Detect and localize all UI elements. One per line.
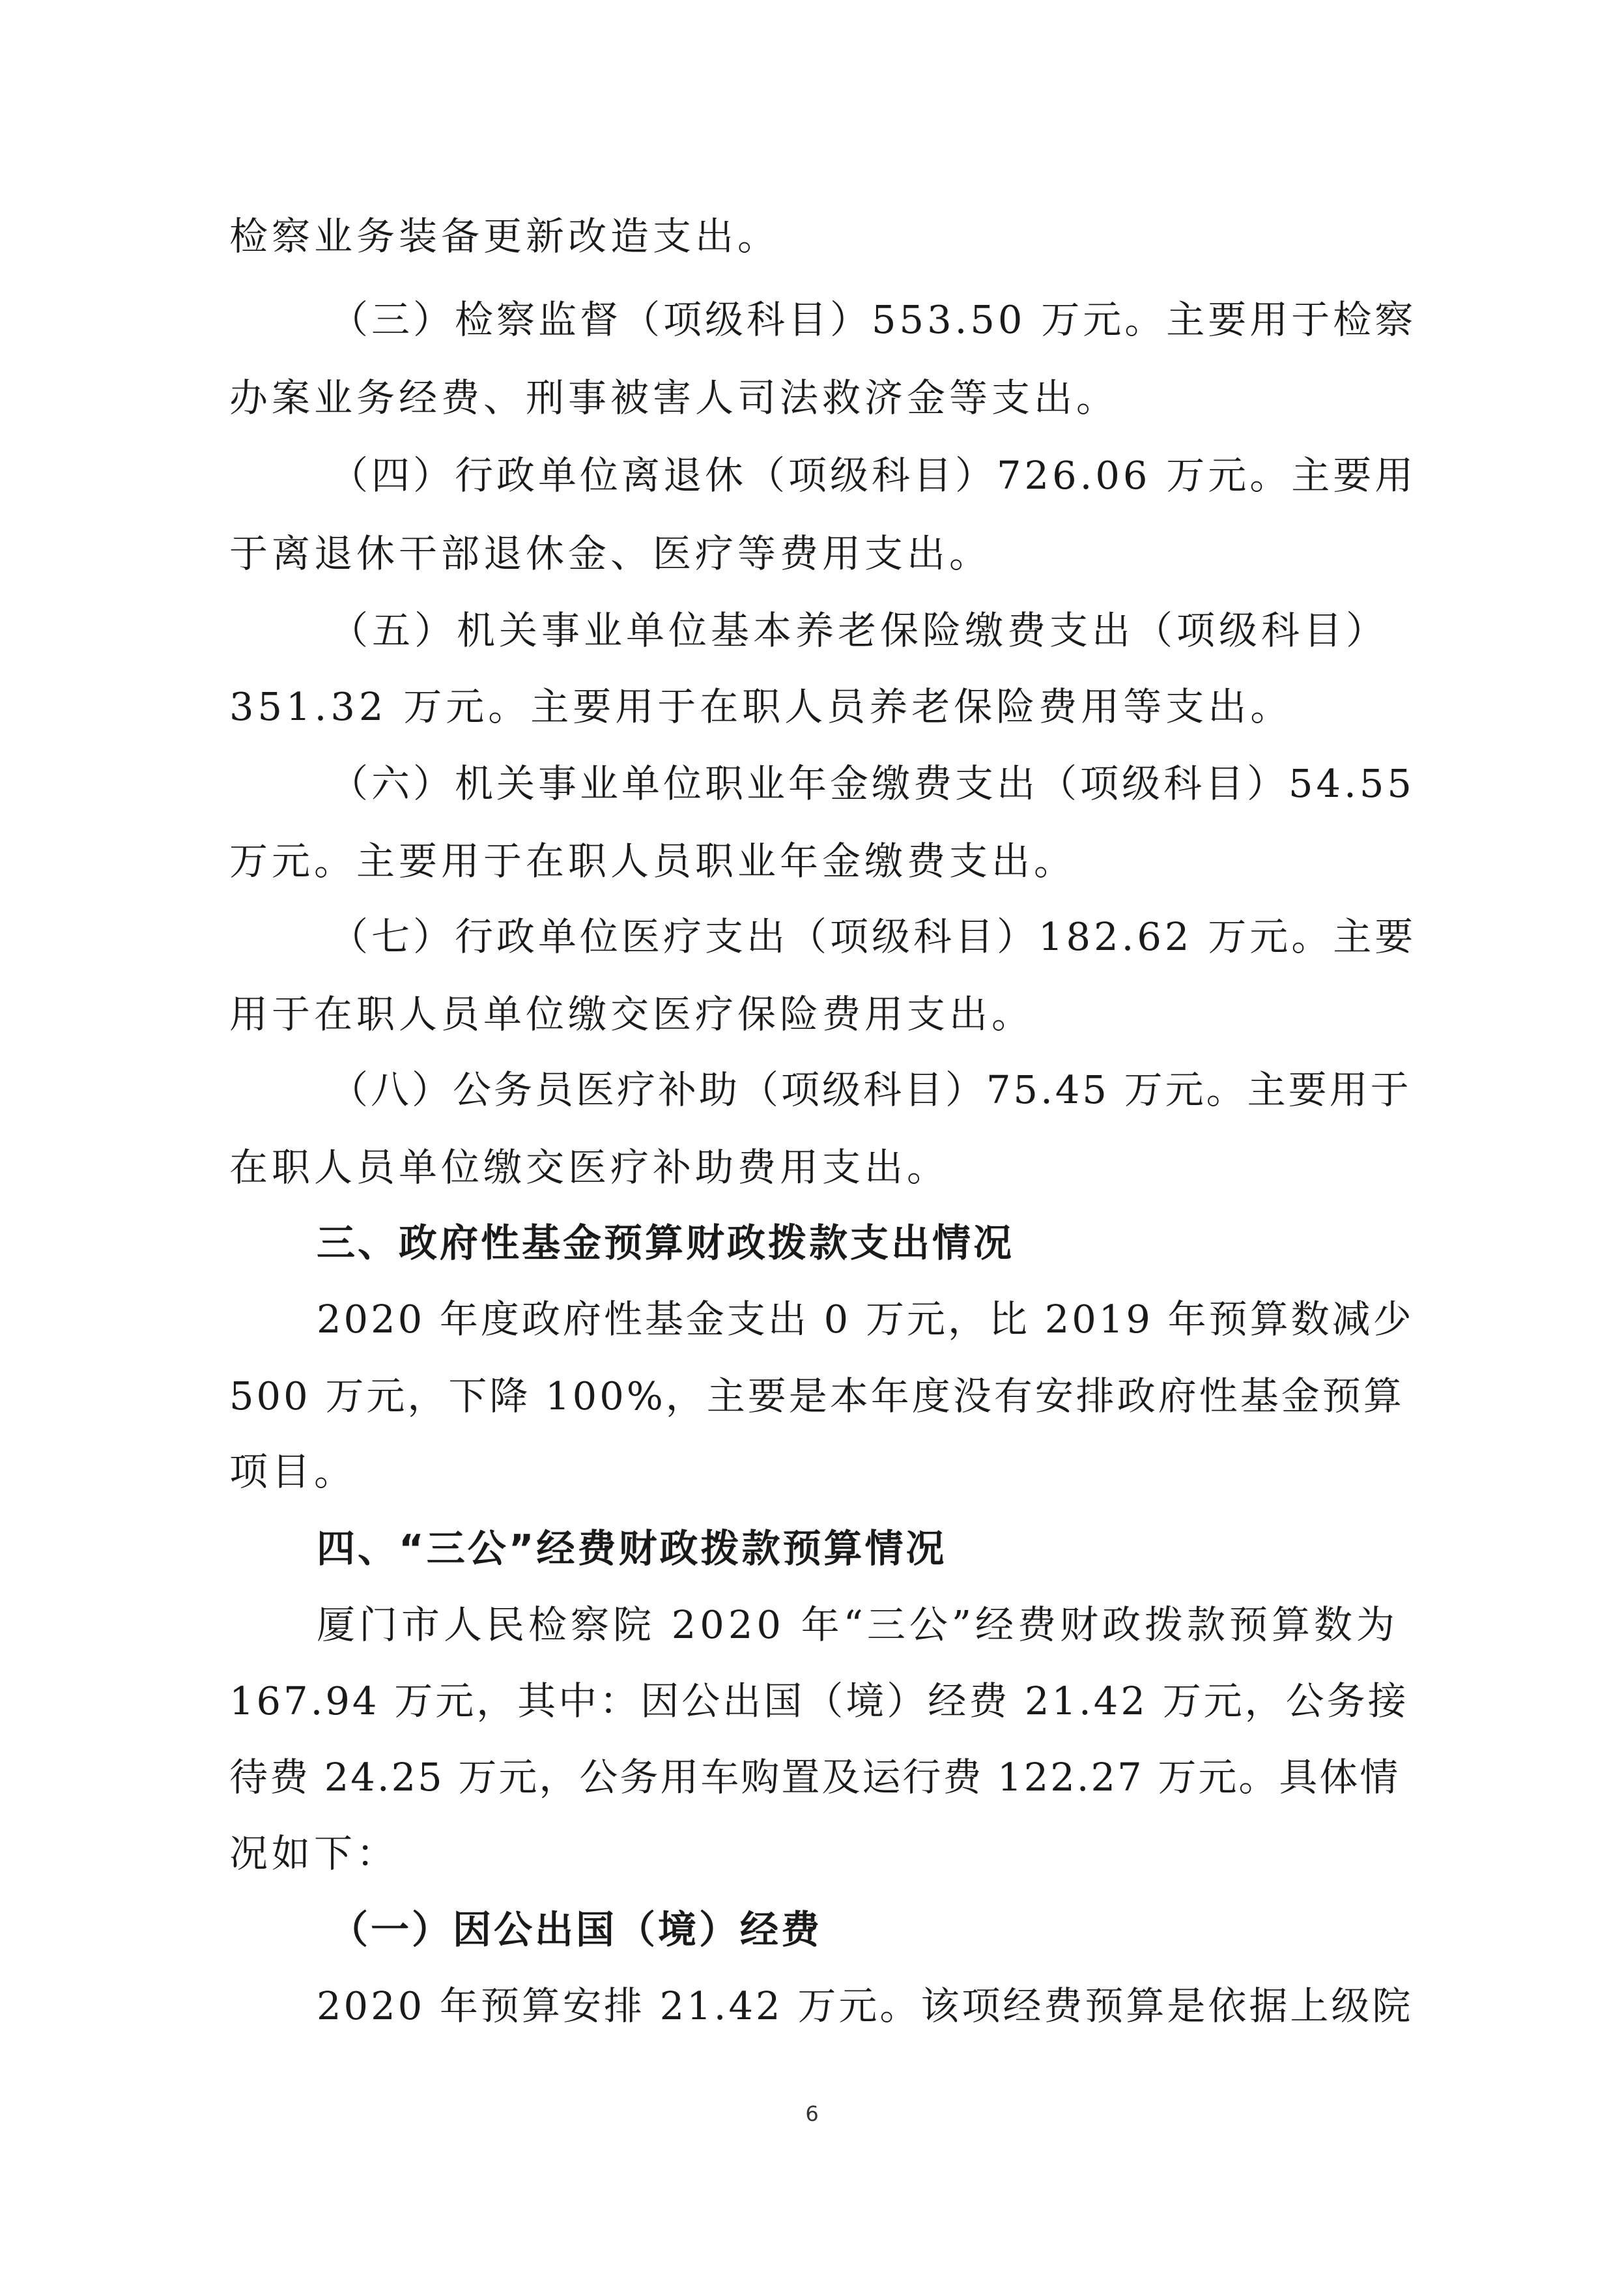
paragraph-line: 500 万元，下降 100%，主要是本年度没有安排政府性基金预算 [229, 1374, 1404, 1418]
paragraph-line: 2020 年预算安排 21.42 万元。该项经费预算是依据上级院 [317, 1983, 1414, 2028]
subsection-heading: （一）因公出国（境）经费 [330, 1907, 823, 1952]
paragraph-line: 2020 年度政府性基金支出 0 万元，比 2019 年预算数减少 [317, 1297, 1414, 1342]
paragraph-line: （五）机关事业单位基本养老保险缴费支出（项级科目） [330, 608, 1389, 653]
paragraph-line: 用于在职人员单位缴交医疗保险费用支出。 [229, 992, 1034, 1037]
paragraph-line: 办案业务经费、刑事被害人司法救济金等支出。 [229, 375, 1119, 420]
paragraph-line: 项目。 [229, 1449, 357, 1494]
paragraph-line: 167.94 万元，其中：因公出国（境）经费 21.42 万元，公务接 [229, 1678, 1409, 1723]
section-heading: 四、“三公”经费财政拨款预算情况 [317, 1526, 947, 1571]
paragraph-line: （四）行政单位离退休（项级科目）726.06 万元。主要用 [330, 453, 1417, 498]
section-heading: 三、政府性基金预算财政拨款支出情况 [317, 1220, 1015, 1265]
paragraph-line: （七）行政单位医疗支出（项级科目）182.62 万元。主要 [330, 914, 1417, 959]
paragraph-line: （八）公务员医疗补助（项级科目）75.45 万元。主要用于 [330, 1067, 1412, 1112]
page-number: 6 [805, 2101, 819, 2126]
paragraph-line: 于离退休干部退休金、医疗等费用支出。 [229, 531, 992, 576]
paragraph-line: 厦门市人民检察院 2020 年“三公”经费财政拨款预算数为 [317, 1602, 1399, 1647]
paragraph-line: 待费 24.25 万元，公务用车购置及运行费 122.27 万元。具体情 [229, 1755, 1401, 1800]
paragraph-line: 351.32 万元。主要用于在职人员养老保险费用等支出。 [229, 684, 1293, 729]
paragraph-line: 况如下： [229, 1831, 399, 1876]
paragraph-line: 在职人员单位缴交医疗补助费用支出。 [229, 1145, 950, 1190]
paragraph-line: 万元。主要用于在职人员职业年金缴费支出。 [229, 839, 1077, 884]
paragraph-line: 检察业务装备更新改造支出。 [229, 214, 780, 259]
paragraph-line: （三）检察监督（项级科目）553.50 万元。主要用于检察 [330, 297, 1417, 342]
paragraph-line: （六）机关事业单位职业年金缴费支出（项级科目）54.55 [330, 761, 1415, 806]
